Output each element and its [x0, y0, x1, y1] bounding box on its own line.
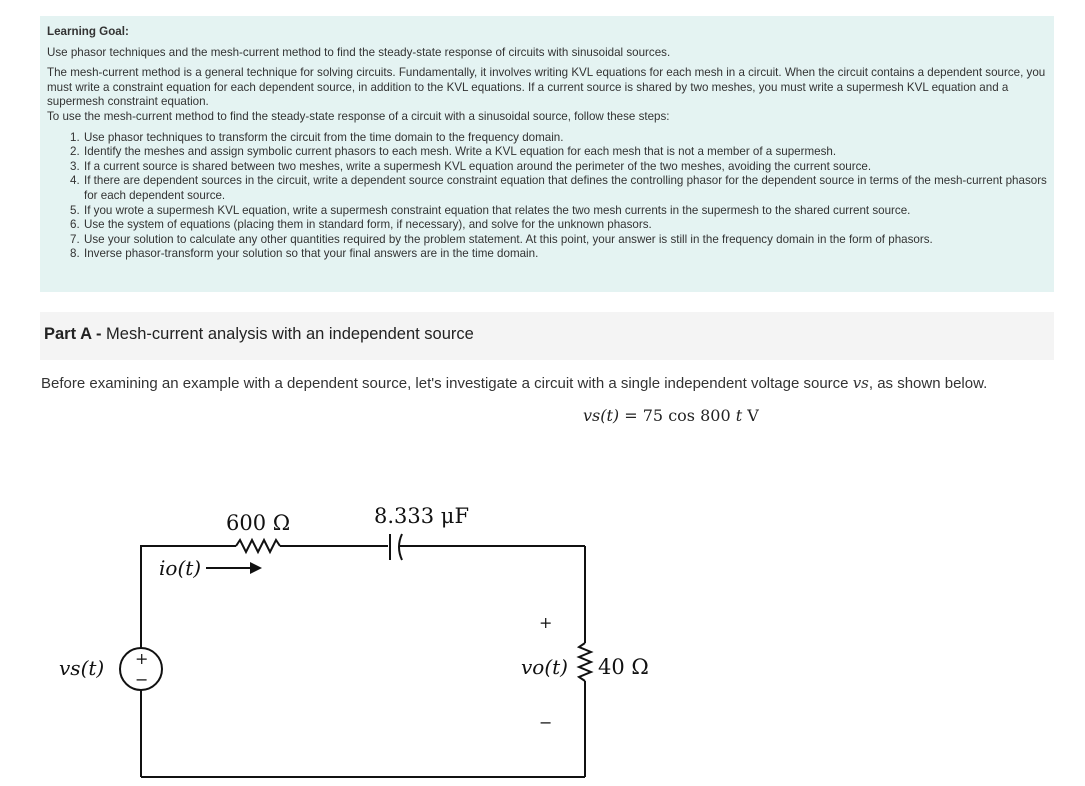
- equation-lhs: vs(t): [583, 406, 620, 425]
- part-a-label: Part A -: [44, 325, 102, 343]
- vo-minus: −: [539, 713, 553, 732]
- part-a-title: Mesh-current analysis with an independent source: [106, 325, 474, 343]
- step-item: 5. If you wrote a supermesh KVL equation, write a supermesh constraint equation that relates the two mesh currents in the supermesh to the shared current source.: [70, 203, 911, 217]
- vs-label: vs(t): [59, 656, 105, 680]
- resistor-600-label: 600 Ω: [226, 511, 291, 535]
- learning-goal-paragraph: The mesh-current method is a general technique for solving circuits. Fundamentally, it involves writing KVL equations for each mesh in a circuit. When the circuit contains a dependent source, you must write a constraint equation for each dependent source, in addition to the KVL equations. If a current source is shared by two meshes, you must write a supermesh KVL equation and a supermesh constraint equation.: [47, 66, 1046, 109]
- source-equation: [583, 406, 759, 425]
- equation-rhs: = 75 cos 800: [619, 406, 736, 425]
- resistor-40-label: 40 Ω: [598, 655, 649, 679]
- step-item: 2. Identify the meshes and assign symbolic current phasors to each mesh. Write a KVL equation for each mesh that is not a member of a supermesh.: [70, 145, 837, 159]
- vo-label: vo(t): [521, 655, 568, 679]
- io-label: io(t): [159, 556, 202, 580]
- arrow-head-icon: [250, 562, 262, 574]
- resistor-600-zigzag: [236, 540, 280, 552]
- learning-goal-box: [40, 16, 1054, 292]
- source-minus: −: [135, 670, 149, 689]
- step-item: 7. Use your solution to calculate any other quantities required by the problem statement. At this point, your answer is still in the frequency domain in the form of phasors.: [70, 232, 933, 246]
- source-plus: +: [135, 649, 149, 668]
- circuit-diagram: [40, 480, 700, 786]
- part-a-header[interactable]: [40, 312, 1054, 360]
- steps-list: [47, 131, 1048, 262]
- learning-goal-steps-intro: To use the mesh-current method to find the steady-state response of a circuit with a sinusoidal source, follow these steps:: [47, 109, 670, 123]
- vo-plus: +: [539, 613, 553, 632]
- vs-symbol: vs: [852, 374, 869, 392]
- learning-goal-subtitle: Use phasor techniques and the mesh-current method to find the steady-state response of circuits with sinusoidal sources.: [47, 45, 671, 59]
- capacitor-label: 8.333 μF: [374, 504, 470, 528]
- step-item: 1. Use phasor techniques to transform the circuit from the time domain to the frequency domain.: [70, 130, 564, 144]
- resistor-40-zigzag: [579, 643, 591, 681]
- step-item: 6. Use the system of equations (placing them in standard form, if necessary), and solve for the unknown phasors.: [70, 218, 652, 232]
- equation-unit: V: [742, 406, 759, 425]
- step-item: 8. Inverse phasor-transform your solution so that your final answers are in the time domain.: [70, 247, 539, 261]
- intro-text: Before examining an example with a dependent source, let's investigate a circuit with a single independent voltage source vs, as shown below.: [41, 374, 988, 392]
- learning-goal-title: Learning Goal:: [47, 25, 129, 38]
- equation-t: t: [735, 406, 743, 425]
- step-item: 3. If a current source is shared between two meshes, write a supermesh KVL equation around the perimeter of the two meshes, avoiding the current source.: [70, 159, 872, 173]
- step-item: 4. If there are dependent sources in the circuit, write a dependent source constraint equation that defines the controlling phasor for the dependent source in terms of the mesh-current phasors for each dependent source.: [70, 174, 1047, 202]
